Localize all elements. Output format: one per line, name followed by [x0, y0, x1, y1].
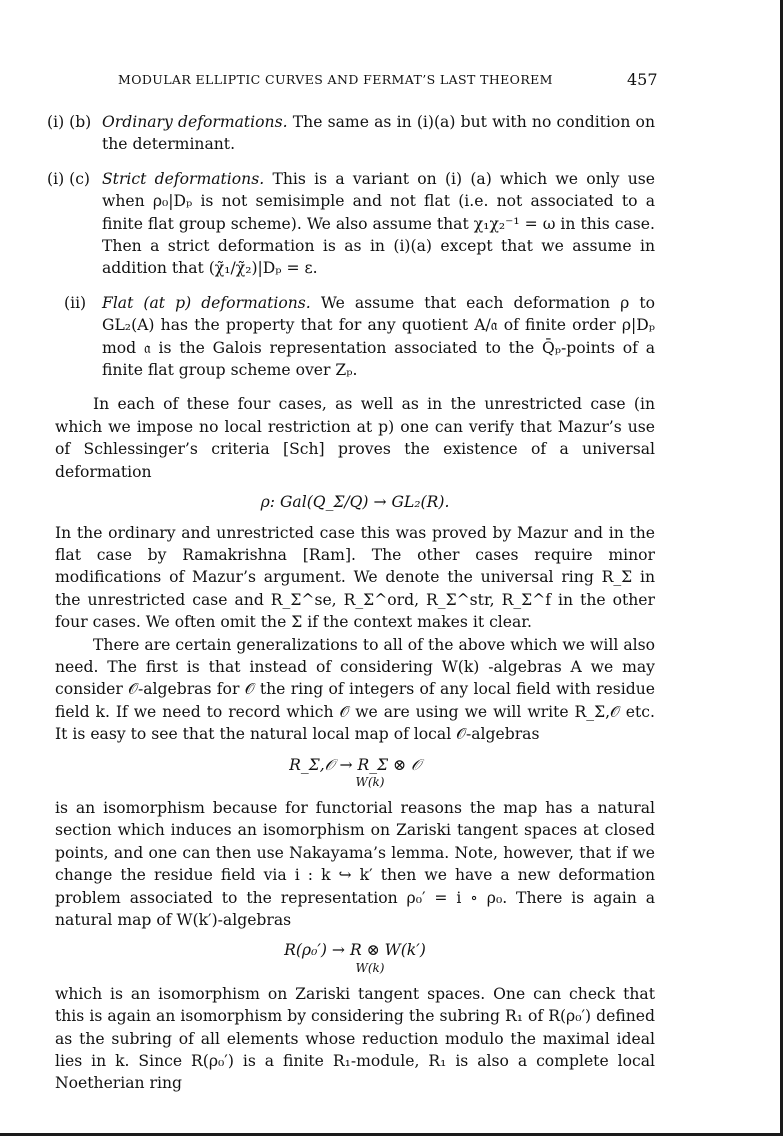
equation-subscript: W(k) — [355, 960, 385, 975]
item-ic — [47, 168, 655, 280]
item-text: This is a variant on (i) (a) which we only use when ρ₀|Dₚ is not semisimple and not flat (i.e. not associated to a finite flat group scheme). We also assume that χ₁χ₂⁻¹ = ω in this case. Then a strict deformation is as in (i)(a) except that we assume in addition that (χ̃₁/χ̃₂)|Dₚ = ε. — [102, 169, 655, 278]
equation-body: R_Σ,𝒪 → R_Σ ⊗ 𝒪 — [289, 755, 421, 774]
paragraph: which is an isomorphism on Zariski tangent spaces. One can check that this is again an isomorphism by considering the subring R₁ of R(ρ₀′) defined as the subring of all elements whose reduction modulo the maximal ideal lies in k. Since R(ρ₀′) is a finite R₁-module, R₁ is also a complete local Noetherian ring — [55, 984, 655, 1093]
item-ib — [47, 111, 655, 156]
paragraph: is an isomorphism because for functorial reasons the map has a natural section which induces an isomorphism on Zariski tangent spaces at closed points, and one can then use Nakayama’s lemma. Note, however, that if we change the residue field via i : k ↪ k′ then we have a new deformation problem associated to the representation ρ₀′ = i ∘ ρ₀. There is again a natural map of W(k′)-algebras — [55, 798, 655, 929]
running-title: MODULAR ELLIPTIC CURVES AND FERMAT’S LAST THEOREM — [118, 72, 553, 87]
item-title: Ordinary deformations. — [102, 113, 288, 131]
item-label: (i) (b) — [47, 113, 92, 131]
equation-subscript: W(k) — [355, 774, 385, 789]
display-equation — [55, 939, 655, 974]
item-ii — [55, 292, 655, 382]
item-label: (ii) — [64, 293, 87, 312]
display-equation: ρ: Gal(Q_Σ/Q) → GL₂(R). — [260, 493, 450, 512]
item-label: (i) (c) — [47, 169, 91, 188]
item-text: We assume that each deformation ρ to GL₂(A) has the property that for any quotient A/𝔞 of finite order ρ|Dₚ mod 𝔞 is the Galois representation associated to the Q̄ₚ-points of a finite flat group scheme over Zₚ. — [102, 293, 655, 380]
equation-body: R(ρ₀′) → R ⊗ W(k′) — [284, 941, 426, 960]
item-title: Flat (at p) deformations. — [102, 293, 311, 312]
paragraph: There are certain generalizations to all of the above which we will also need. The first is that instead of considering W(k) -algebras A we may consider 𝒪-algebras for 𝒪 the ring of integers of any local field with residue field k. If we need to record which 𝒪 we are using we will write R_Σ,𝒪 etc. It is easy to see that the natural local map of local 𝒪-algebras — [55, 635, 655, 744]
page-body — [47, 111, 655, 1095]
item-title: Strict deformations. — [102, 169, 265, 188]
display-equation — [55, 754, 655, 789]
page-number: 457 — [627, 70, 658, 89]
paragraph: In the ordinary and unrestricted case this was proved by Mazur and in the flat case by Ramakrishna [Ram]. The other cases require minor modifications of Mazur’s argument. We denote the universal ring R_Σ in the unrestricted case and R_Σ^se, R_Σ^ord, R_Σ^str, R_Σ^f in the other four cases. We often omit the Σ if the context makes it clear. — [55, 523, 655, 632]
paragraph: In each of these four cases, as well as in the unrestricted case (in which we impose no local restriction at p) one can verify that Mazur’s use of Schlessinger’s criteria [Sch] proves the existence of a universal deformation — [55, 395, 655, 481]
item-text: The same as in (i)(a) but with no condition on the determinant. — [102, 113, 655, 154]
